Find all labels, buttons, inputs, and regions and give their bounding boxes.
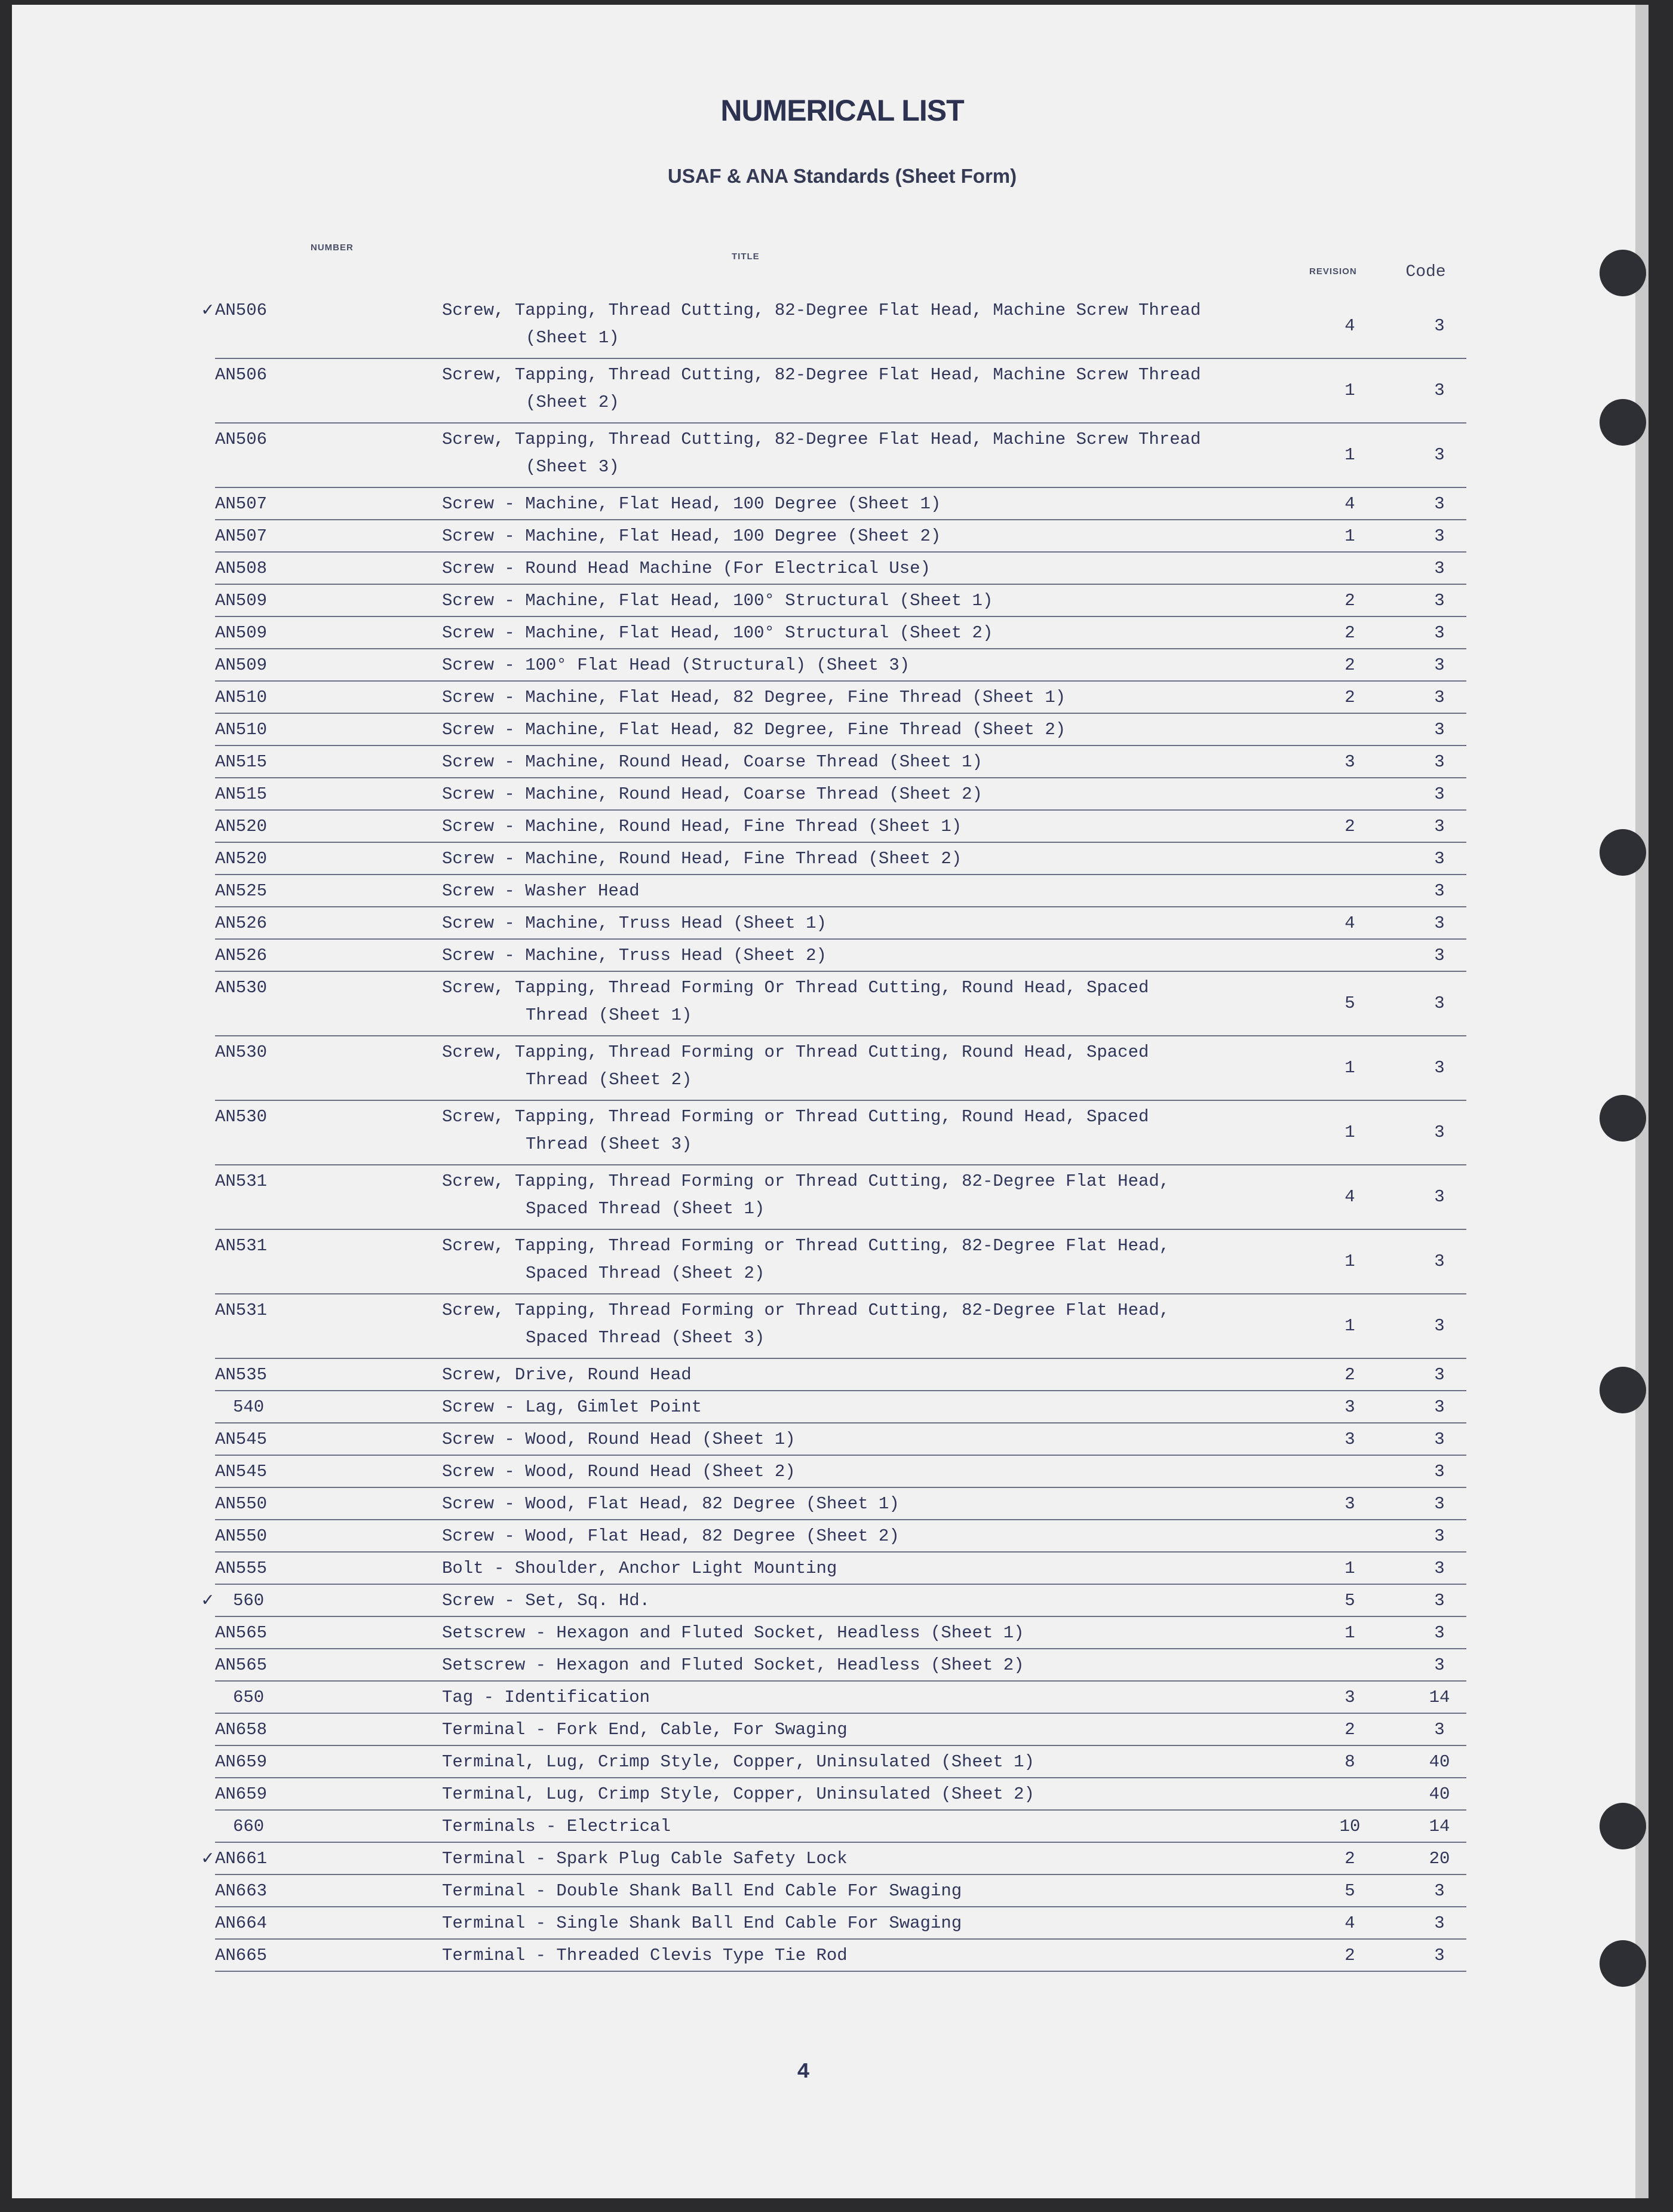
row-revision: 3 bbox=[1344, 1397, 1355, 1417]
row-number: AN545 bbox=[215, 1462, 268, 1481]
row-title: Screw - Wood, Flat Head, 82 Degree (Sheet 1) bbox=[442, 1494, 900, 1514]
table-row bbox=[215, 1455, 1466, 1488]
page-subtitle: USAF & ANA Standards (Sheet Form) bbox=[667, 165, 1017, 187]
check-mark-icon: ✓ bbox=[202, 1590, 214, 1612]
row-number: AN509 bbox=[215, 623, 268, 643]
row-title: Screw - Wood, Round Head (Sheet 1) bbox=[442, 1429, 796, 1449]
row-revision: 8 bbox=[1344, 1752, 1355, 1772]
row-title: Screw - Lag, Gimlet Point bbox=[442, 1397, 702, 1417]
row-code: 3 bbox=[1434, 688, 1445, 707]
row-title: Screw - Wood, Round Head (Sheet 2) bbox=[442, 1462, 796, 1481]
row-title: Terminals - Electrical bbox=[442, 1817, 671, 1836]
row-revision: 5 bbox=[1344, 993, 1355, 1013]
row-number: AN510 bbox=[215, 688, 268, 707]
row-revision: 3 bbox=[1344, 1688, 1355, 1707]
row-revision: 2 bbox=[1344, 623, 1355, 643]
row-code: 3 bbox=[1434, 1316, 1445, 1336]
binder-hole bbox=[1600, 1095, 1646, 1142]
binder-hole bbox=[1600, 399, 1646, 446]
row-number: AN520 bbox=[215, 849, 268, 869]
row-number: AN661 bbox=[215, 1849, 268, 1869]
row-revision: 1 bbox=[1344, 1122, 1355, 1142]
table-row bbox=[202, 293, 1466, 359]
row-title: Screw - Wood, Flat Head, 82 Degree (Sheet 2) bbox=[442, 1526, 900, 1546]
row-code: 3 bbox=[1434, 526, 1445, 546]
row-code: 3 bbox=[1434, 993, 1445, 1013]
row-code: 3 bbox=[1434, 1365, 1445, 1385]
row-title-continued: (Sheet 1) bbox=[526, 328, 619, 348]
table-row bbox=[215, 874, 1466, 907]
row-title: Screw - Round Head Machine (For Electrical Use) bbox=[442, 559, 931, 578]
row-title: Tag - Identification bbox=[442, 1688, 650, 1707]
row-revision: 5 bbox=[1344, 1591, 1355, 1610]
row-title-continued: Spaced Thread (Sheet 2) bbox=[526, 1263, 765, 1283]
header-title: TITLE bbox=[732, 251, 760, 262]
row-number: AN530 bbox=[215, 1042, 268, 1062]
table-row bbox=[215, 1293, 1466, 1359]
row-title: Screw - 100° Flat Head (Structural) (Sheet 3) bbox=[442, 655, 910, 675]
row-code: 3 bbox=[1434, 381, 1445, 400]
row-title: Terminal, Lug, Crimp Style, Copper, Uninsulated (Sheet 2) bbox=[442, 1784, 1035, 1804]
row-number: AN659 bbox=[215, 1752, 268, 1772]
row-code: 3 bbox=[1434, 1187, 1445, 1207]
row-title: Terminal, Lug, Crimp Style, Copper, Uninsulated (Sheet 1) bbox=[442, 1752, 1035, 1772]
row-title: Screw - Machine, Truss Head (Sheet 2) bbox=[442, 946, 827, 965]
table-row bbox=[215, 1229, 1466, 1294]
document-page bbox=[12, 5, 1649, 2198]
table-row bbox=[215, 1713, 1466, 1746]
row-revision: 1 bbox=[1344, 1058, 1355, 1078]
table-row bbox=[215, 422, 1466, 488]
row-number: AN510 bbox=[215, 720, 268, 740]
table-row bbox=[215, 1358, 1466, 1391]
header-number: NUMBER bbox=[311, 243, 354, 253]
row-number: AN509 bbox=[215, 655, 268, 675]
row-title-continued: Spaced Thread (Sheet 1) bbox=[526, 1199, 765, 1219]
row-code: 3 bbox=[1434, 1122, 1445, 1142]
table-row bbox=[215, 1680, 1466, 1714]
row-revision: 3 bbox=[1344, 752, 1355, 772]
row-title: Screw - Washer Head bbox=[442, 881, 640, 901]
row-title: Terminal - Single Shank Ball End Cable For Swaging bbox=[442, 1913, 962, 1933]
table-row bbox=[215, 584, 1466, 617]
row-revision: 4 bbox=[1344, 316, 1355, 336]
row-code: 3 bbox=[1434, 1946, 1445, 1965]
row-code: 3 bbox=[1434, 1881, 1445, 1901]
row-number: AN506 bbox=[215, 300, 268, 320]
row-number: AN565 bbox=[215, 1655, 268, 1675]
row-title-continued: (Sheet 3) bbox=[526, 457, 619, 477]
row-revision: 4 bbox=[1344, 494, 1355, 514]
row-revision: 2 bbox=[1344, 1849, 1355, 1869]
row-number: AN515 bbox=[215, 784, 268, 804]
row-code: 3 bbox=[1434, 1591, 1445, 1610]
row-number: AN526 bbox=[215, 913, 268, 933]
row-title: Bolt - Shoulder, Anchor Light Mounting bbox=[442, 1558, 837, 1578]
row-code: 3 bbox=[1434, 752, 1445, 772]
binder-hole bbox=[1600, 250, 1646, 296]
row-number: 540 bbox=[233, 1397, 265, 1417]
row-code: 3 bbox=[1434, 849, 1445, 869]
row-revision: 4 bbox=[1344, 913, 1355, 933]
row-revision: 2 bbox=[1344, 1720, 1355, 1739]
row-title: Screw - Machine, Round Head, Fine Thread (Sheet 1) bbox=[442, 817, 962, 836]
row-number: AN526 bbox=[215, 946, 268, 965]
header-revision: REVISION bbox=[1309, 266, 1357, 277]
table-row bbox=[215, 1422, 1466, 1456]
row-code: 3 bbox=[1434, 1558, 1445, 1578]
row-code: 3 bbox=[1434, 881, 1445, 901]
row-title: Screw, Tapping, Thread Cutting, 82-Degree Flat Head, Machine Screw Thread bbox=[442, 365, 1201, 385]
row-title: Setscrew - Hexagon and Fluted Socket, Headless (Sheet 1) bbox=[442, 1623, 1024, 1643]
row-number: AN507 bbox=[215, 526, 268, 546]
row-code: 3 bbox=[1434, 494, 1445, 514]
row-title: Terminal - Fork End, Cable, For Swaging bbox=[442, 1720, 848, 1739]
row-revision: 2 bbox=[1344, 817, 1355, 836]
row-number: 660 bbox=[233, 1817, 265, 1836]
check-mark-icon: ✓ bbox=[202, 1848, 214, 1870]
row-number: AN531 bbox=[215, 1171, 268, 1191]
row-revision: 3 bbox=[1344, 1494, 1355, 1514]
row-title: Screw - Set, Sq. Hd. bbox=[442, 1591, 650, 1610]
row-number: AN508 bbox=[215, 559, 268, 578]
row-number: AN506 bbox=[215, 429, 268, 449]
row-code: 14 bbox=[1429, 1688, 1450, 1707]
row-title: Screw, Drive, Round Head bbox=[442, 1365, 692, 1385]
binder-hole bbox=[1600, 1803, 1646, 1849]
row-title: Screw - Machine, Flat Head, 100 Degree (Sheet 2) bbox=[442, 526, 941, 546]
row-title: Screw - Machine, Flat Head, 82 Degree, Fine Thread (Sheet 2) bbox=[442, 720, 1066, 740]
table-row bbox=[215, 680, 1466, 714]
row-code: 3 bbox=[1434, 1429, 1445, 1449]
table-row bbox=[215, 519, 1466, 553]
table-row bbox=[215, 971, 1466, 1036]
row-code: 20 bbox=[1429, 1849, 1450, 1869]
row-title: Screw - Machine, Flat Head, 82 Degree, Fine Thread (Sheet 1) bbox=[442, 688, 1066, 707]
binder-hole bbox=[1600, 1367, 1646, 1413]
table-row bbox=[215, 745, 1466, 778]
page-number: 4 bbox=[797, 2060, 810, 2084]
row-code: 3 bbox=[1434, 623, 1445, 643]
row-number: AN663 bbox=[215, 1881, 268, 1901]
row-code: 3 bbox=[1434, 913, 1445, 933]
row-code: 3 bbox=[1434, 784, 1445, 804]
row-number: 650 bbox=[233, 1688, 265, 1707]
table-row bbox=[215, 1938, 1466, 1972]
row-number: AN555 bbox=[215, 1558, 268, 1578]
row-title: Screw, Tapping, Thread Forming or Thread Cutting, Round Head, Spaced bbox=[442, 1042, 1149, 1062]
row-revision: 1 bbox=[1344, 381, 1355, 400]
row-number: AN531 bbox=[215, 1300, 268, 1320]
table-row bbox=[215, 616, 1466, 649]
row-title: Screw, Tapping, Thread Forming Or Thread Cutting, Round Head, Spaced bbox=[442, 978, 1149, 998]
row-title: Terminal - Spark Plug Cable Safety Lock bbox=[442, 1849, 848, 1869]
table-row bbox=[215, 1809, 1466, 1843]
row-number: AN565 bbox=[215, 1623, 268, 1643]
row-code: 3 bbox=[1434, 1494, 1445, 1514]
row-title: Screw, Tapping, Thread Cutting, 82-Degree Flat Head, Machine Screw Thread bbox=[442, 300, 1201, 320]
page-title: NUMERICAL LIST bbox=[720, 94, 964, 127]
row-title-continued: Thread (Sheet 3) bbox=[526, 1134, 692, 1154]
row-number: AN665 bbox=[215, 1946, 268, 1965]
table-row bbox=[215, 1487, 1466, 1520]
row-code: 40 bbox=[1429, 1752, 1450, 1772]
table-row bbox=[215, 1648, 1466, 1682]
row-title: Screw, Tapping, Thread Forming or Thread Cutting, 82-Degree Flat Head, bbox=[442, 1300, 1170, 1320]
row-revision: 1 bbox=[1344, 526, 1355, 546]
row-code: 14 bbox=[1429, 1817, 1450, 1836]
row-code: 3 bbox=[1434, 1655, 1445, 1675]
row-title: Terminal - Double Shank Ball End Cable For Swaging bbox=[442, 1881, 962, 1901]
row-title: Screw - Machine, Round Head, Coarse Thread (Sheet 2) bbox=[442, 784, 983, 804]
row-revision: 1 bbox=[1344, 1558, 1355, 1578]
table-row bbox=[215, 1035, 1466, 1101]
row-number: AN545 bbox=[215, 1429, 268, 1449]
row-code: 3 bbox=[1434, 316, 1445, 336]
row-title: Terminal - Threaded Clevis Type Tie Rod bbox=[442, 1946, 848, 1965]
row-code: 3 bbox=[1434, 559, 1445, 578]
table-row bbox=[215, 1551, 1466, 1585]
row-revision: 1 bbox=[1344, 445, 1355, 465]
row-code: 3 bbox=[1434, 1720, 1445, 1739]
row-code: 3 bbox=[1434, 1462, 1445, 1481]
row-title-continued: Spaced Thread (Sheet 3) bbox=[526, 1328, 765, 1348]
row-revision: 1 bbox=[1344, 1316, 1355, 1336]
row-revision: 4 bbox=[1344, 1187, 1355, 1207]
row-number: AN530 bbox=[215, 978, 268, 998]
table-row bbox=[215, 1777, 1466, 1811]
row-number: AN509 bbox=[215, 591, 268, 610]
row-title: Screw, Tapping, Thread Forming or Thread Cutting, 82-Degree Flat Head, bbox=[442, 1171, 1170, 1191]
row-title: Setscrew - Hexagon and Fluted Socket, Headless (Sheet 2) bbox=[442, 1655, 1024, 1675]
row-revision: 5 bbox=[1344, 1881, 1355, 1901]
binder-hole bbox=[1600, 1940, 1646, 1987]
table-row bbox=[215, 1745, 1466, 1778]
row-code: 3 bbox=[1434, 655, 1445, 675]
table-row bbox=[215, 1874, 1466, 1907]
row-revision: 2 bbox=[1344, 1946, 1355, 1965]
table-row bbox=[215, 1616, 1466, 1649]
row-revision: 1 bbox=[1344, 1623, 1355, 1643]
row-number: AN550 bbox=[215, 1526, 268, 1546]
row-revision: 4 bbox=[1344, 1913, 1355, 1933]
row-code: 3 bbox=[1434, 1251, 1445, 1271]
row-number: AN520 bbox=[215, 817, 268, 836]
binder-hole bbox=[1600, 829, 1646, 876]
row-number: AN507 bbox=[215, 494, 268, 514]
row-title-continued: Thread (Sheet 2) bbox=[526, 1070, 692, 1090]
row-code: 3 bbox=[1434, 445, 1445, 465]
table-row bbox=[202, 1584, 1466, 1617]
table-row bbox=[215, 487, 1466, 520]
table-row bbox=[215, 777, 1466, 811]
table-row bbox=[215, 809, 1466, 843]
table-row bbox=[215, 1164, 1466, 1230]
row-number: AN530 bbox=[215, 1107, 268, 1127]
table-row bbox=[215, 713, 1466, 746]
table-row bbox=[215, 1390, 1466, 1423]
check-mark-icon: ✓ bbox=[202, 299, 214, 321]
row-revision: 1 bbox=[1344, 1251, 1355, 1271]
row-number: AN659 bbox=[215, 1784, 268, 1804]
row-code: 3 bbox=[1434, 1526, 1445, 1546]
table-row bbox=[215, 938, 1466, 972]
row-number: AN658 bbox=[215, 1720, 268, 1739]
row-code: 3 bbox=[1434, 1623, 1445, 1643]
row-title: Screw - Machine, Truss Head (Sheet 1) bbox=[442, 913, 827, 933]
row-title-continued: (Sheet 2) bbox=[526, 392, 619, 412]
row-code: 3 bbox=[1434, 591, 1445, 610]
row-title: Screw, Tapping, Thread Cutting, 82-Degree Flat Head, Machine Screw Thread bbox=[442, 429, 1201, 449]
table-row bbox=[215, 1519, 1466, 1553]
table-row bbox=[215, 551, 1466, 585]
row-title: Screw - Machine, Round Head, Coarse Thread (Sheet 1) bbox=[442, 752, 983, 772]
row-number: AN531 bbox=[215, 1236, 268, 1256]
row-code: 40 bbox=[1429, 1784, 1450, 1804]
row-code: 3 bbox=[1434, 1397, 1445, 1417]
header-code: Code bbox=[1405, 263, 1446, 281]
table-row bbox=[215, 1100, 1466, 1165]
row-title: Screw - Machine, Round Head, Fine Thread (Sheet 2) bbox=[442, 849, 962, 869]
row-title: Screw, Tapping, Thread Forming or Thread Cutting, 82-Degree Flat Head, bbox=[442, 1236, 1170, 1256]
row-number: AN535 bbox=[215, 1365, 268, 1385]
table-row bbox=[215, 648, 1466, 682]
table-row bbox=[215, 1906, 1466, 1940]
table-row bbox=[215, 906, 1466, 940]
row-title: Screw, Tapping, Thread Forming or Thread Cutting, Round Head, Spaced bbox=[442, 1107, 1149, 1127]
row-revision: 2 bbox=[1344, 688, 1355, 707]
row-title-continued: Thread (Sheet 1) bbox=[526, 1005, 692, 1025]
row-number: AN515 bbox=[215, 752, 268, 772]
row-number: AN525 bbox=[215, 881, 268, 901]
row-number: AN506 bbox=[215, 365, 268, 385]
row-revision: 2 bbox=[1344, 591, 1355, 610]
row-number: AN664 bbox=[215, 1913, 268, 1933]
row-revision: 3 bbox=[1344, 1429, 1355, 1449]
row-title: Screw - Machine, Flat Head, 100° Structural (Sheet 1) bbox=[442, 591, 993, 610]
table-row bbox=[215, 358, 1466, 424]
row-code: 3 bbox=[1434, 946, 1445, 965]
row-number: AN550 bbox=[215, 1494, 268, 1514]
table-row bbox=[215, 842, 1466, 875]
row-title: Screw - Machine, Flat Head, 100° Structural (Sheet 2) bbox=[442, 623, 993, 643]
row-revision: 2 bbox=[1344, 1365, 1355, 1385]
row-code: 3 bbox=[1434, 1913, 1445, 1933]
row-title: Screw - Machine, Flat Head, 100 Degree (Sheet 1) bbox=[442, 494, 941, 514]
row-revision: 2 bbox=[1344, 655, 1355, 675]
row-revision: 10 bbox=[1339, 1817, 1361, 1836]
row-code: 3 bbox=[1434, 1058, 1445, 1078]
row-code: 3 bbox=[1434, 720, 1445, 740]
row-code: 3 bbox=[1434, 817, 1445, 836]
row-number: 560 bbox=[233, 1591, 265, 1610]
table-row bbox=[202, 1842, 1466, 1875]
